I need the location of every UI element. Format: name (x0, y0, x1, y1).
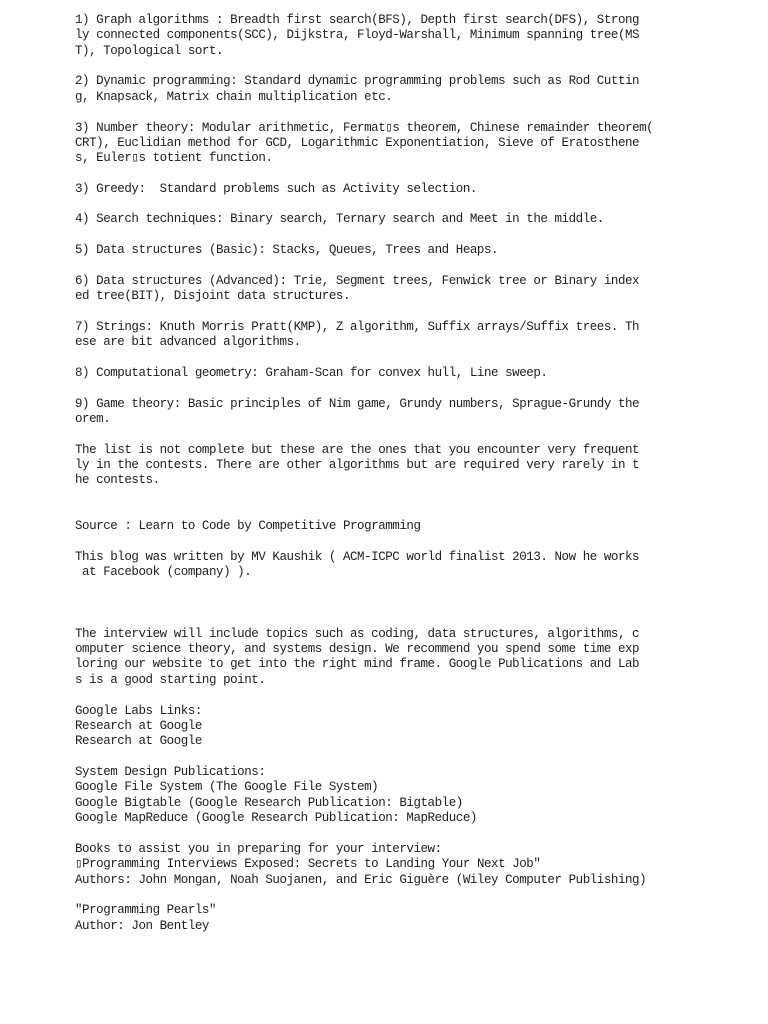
text-line: 9) Game theory: Basic principles of Nim game, Grundy numbers, Sprague-Grundy the (75, 397, 640, 411)
text-line: s, Euler▯s totient function. (75, 151, 273, 165)
text-line: ly in the contests. There are other algorithms but are required very rarely in t (75, 458, 640, 472)
text-line: 2) Dynamic programming: Standard dynamic programming problems such as Rod Cuttin (75, 74, 640, 88)
text-line: The list is not complete but these are the ones that you encounter very frequent (75, 443, 640, 457)
text-line: at Facebook (company) ). (75, 565, 252, 579)
text-line: g, Knapsack, Matrix chain multiplication etc. (75, 90, 393, 104)
text-line: System Design Publications: (75, 765, 266, 779)
text-line: Research at Google (75, 734, 202, 748)
text-line: omputer science theory, and systems design. We recommend you spend some time exp (75, 642, 640, 656)
text-line: This blog was written by MV Kaushik ( ACM-ICPC world finalist 2013. Now he works (75, 550, 640, 564)
text-line: 3) Number theory: Modular arithmetic, Fermat▯s theorem, Chinese remainder theorem( (75, 121, 654, 135)
text-line: he contests. (75, 473, 160, 487)
text-line: "Programming Pearls" (75, 903, 217, 917)
text-line: 6) Data structures (Advanced): Trie, Segment trees, Fenwick tree or Binary index (75, 274, 640, 288)
text-line: s is a good starting point. (75, 673, 266, 687)
text-line: ese are bit advanced algorithms. (75, 335, 301, 349)
text-line: loring our website to get into the right mind frame. Google Publications and Lab (75, 657, 640, 671)
text-line: Google Bigtable (Google Research Publication: Bigtable) (75, 796, 463, 810)
text-line: Source : Learn to Code by Competitive Programming (75, 519, 421, 533)
text-line: Google File System (The Google File System) (75, 780, 379, 794)
text-line: Research at Google (75, 719, 202, 733)
text-line: The interview will include topics such as coding, data structures, algorithms, c (75, 627, 640, 641)
text-line: 1) Graph algorithms : Breadth first search(BFS), Depth first search(DFS), Strong (75, 13, 640, 27)
text-line: CRT), Euclidian method for GCD, Logarithmic Exponentiation, Sieve of Eratosthene (75, 136, 640, 150)
text-line: 7) Strings: Knuth Morris Pratt(KMP), Z algorithm, Suffix arrays/Suffix trees. Th (75, 320, 640, 334)
text-line: Google Labs Links: (75, 704, 202, 718)
text-line: T), Topological sort. (75, 44, 224, 58)
text-line: Author: Jon Bentley (75, 919, 209, 933)
text-line: ed tree(BIT), Disjoint data structures. (75, 289, 350, 303)
text-line: 5) Data structures (Basic): Stacks, Queues, Trees and Heaps. (75, 243, 499, 257)
text-line: 4) Search techniques: Binary search, Ternary search and Meet in the middle. (75, 212, 604, 226)
text-line: 3) Greedy: Standard problems such as Activity selection. (75, 182, 477, 196)
text-line: ▯Programming Interviews Exposed: Secrets to Landing Your Next Job" (75, 857, 541, 871)
text-line: Books to assist you in preparing for your interview: (75, 842, 442, 856)
text-line: ly connected components(SCC), Dijkstra, Floyd-Warshall, Minimum spanning tree(MS (75, 28, 640, 42)
text-line: Authors: John Mongan, Noah Suojanen, and Eric Giguère (Wiley Computer Publishing) (75, 873, 647, 887)
text-line: Google MapReduce (Google Research Publication: MapReduce) (75, 811, 477, 825)
text-line: 8) Computational geometry: Graham-Scan for convex hull, Line sweep. (75, 366, 548, 380)
text-line: orem. (75, 412, 111, 426)
